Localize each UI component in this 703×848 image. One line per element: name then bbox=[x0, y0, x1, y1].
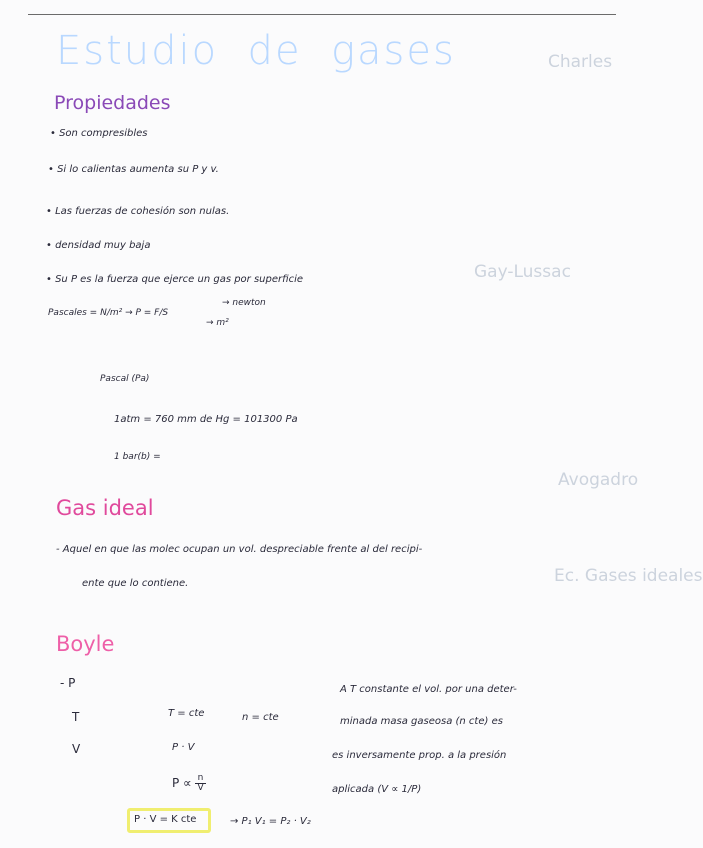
boyle-explanation-1: A T constante el vol. por una deter- bbox=[340, 684, 517, 695]
ghost-heading-ecuacion: Ec. Gases ideales bbox=[554, 566, 703, 586]
variable-p: - P bbox=[60, 676, 76, 690]
ghost-heading-charles: Charles bbox=[548, 52, 613, 72]
gas-ideal-definition-1: - Aquel en que las molec ocupan un vol. despreciable frente al del recipi- bbox=[56, 544, 423, 555]
boyle-result: → P₁ V₁ = P₂ · V₂ bbox=[230, 816, 311, 827]
pv-product: P · V bbox=[172, 742, 195, 753]
atm-equivalence: 1atm = 760 mm de Hg = 101300 Pa bbox=[114, 414, 298, 425]
m2-label: → m² bbox=[206, 318, 229, 328]
page-top-rule bbox=[28, 14, 616, 15]
ghost-heading-avogadro: Avogadro bbox=[558, 470, 639, 490]
fraction-numerator: n bbox=[195, 774, 205, 784]
heading-gas-ideal: Gas ideal bbox=[56, 496, 154, 520]
boyle-explanation-3: es inversamente prop. a la presión bbox=[332, 750, 507, 761]
item-compresibles: • Son compresibles bbox=[50, 128, 148, 139]
newton-label: → newton bbox=[222, 298, 266, 308]
n-constant: n = cte bbox=[242, 712, 279, 723]
variable-t: T bbox=[72, 710, 80, 724]
heading-propiedades: Propiedades bbox=[54, 92, 171, 114]
proportion-fraction bbox=[195, 774, 205, 793]
proportional-symbol: P ∝ bbox=[172, 776, 192, 790]
t-constant: T = cte bbox=[168, 708, 205, 719]
item-densidad: • densidad muy baja bbox=[46, 240, 151, 251]
pascal-unit: Pascal (Pa) bbox=[100, 374, 150, 384]
boyle-formula: P · V = K cte bbox=[134, 814, 197, 825]
item-calientas: • Si lo calientas aumenta su P y v. bbox=[48, 164, 219, 175]
bar-equivalence: 1 bar(b) = bbox=[114, 452, 161, 462]
boyle-explanation-2: minada masa gaseosa (n cte) es bbox=[340, 716, 503, 727]
page-title: Estudio de gases bbox=[56, 28, 456, 74]
pascal-formula: Pascales = N/m² → P = F/S bbox=[48, 308, 169, 318]
gas-ideal-definition-2: ente que lo contiene. bbox=[82, 578, 189, 589]
fraction-denominator: V bbox=[197, 783, 204, 793]
ghost-heading-gay-lussac: Gay-Lussac bbox=[474, 262, 571, 282]
heading-boyle: Boyle bbox=[56, 632, 115, 656]
item-presion: • Su P es la fuerza que ejerce un gas por superficie bbox=[46, 274, 304, 285]
variable-v: V bbox=[72, 742, 81, 756]
item-cohesion: • Las fuerzas de cohesión son nulas. bbox=[46, 206, 230, 217]
proportionality bbox=[172, 774, 206, 793]
boyle-explanation-4: aplicada (V ∝ 1/P) bbox=[332, 784, 422, 795]
